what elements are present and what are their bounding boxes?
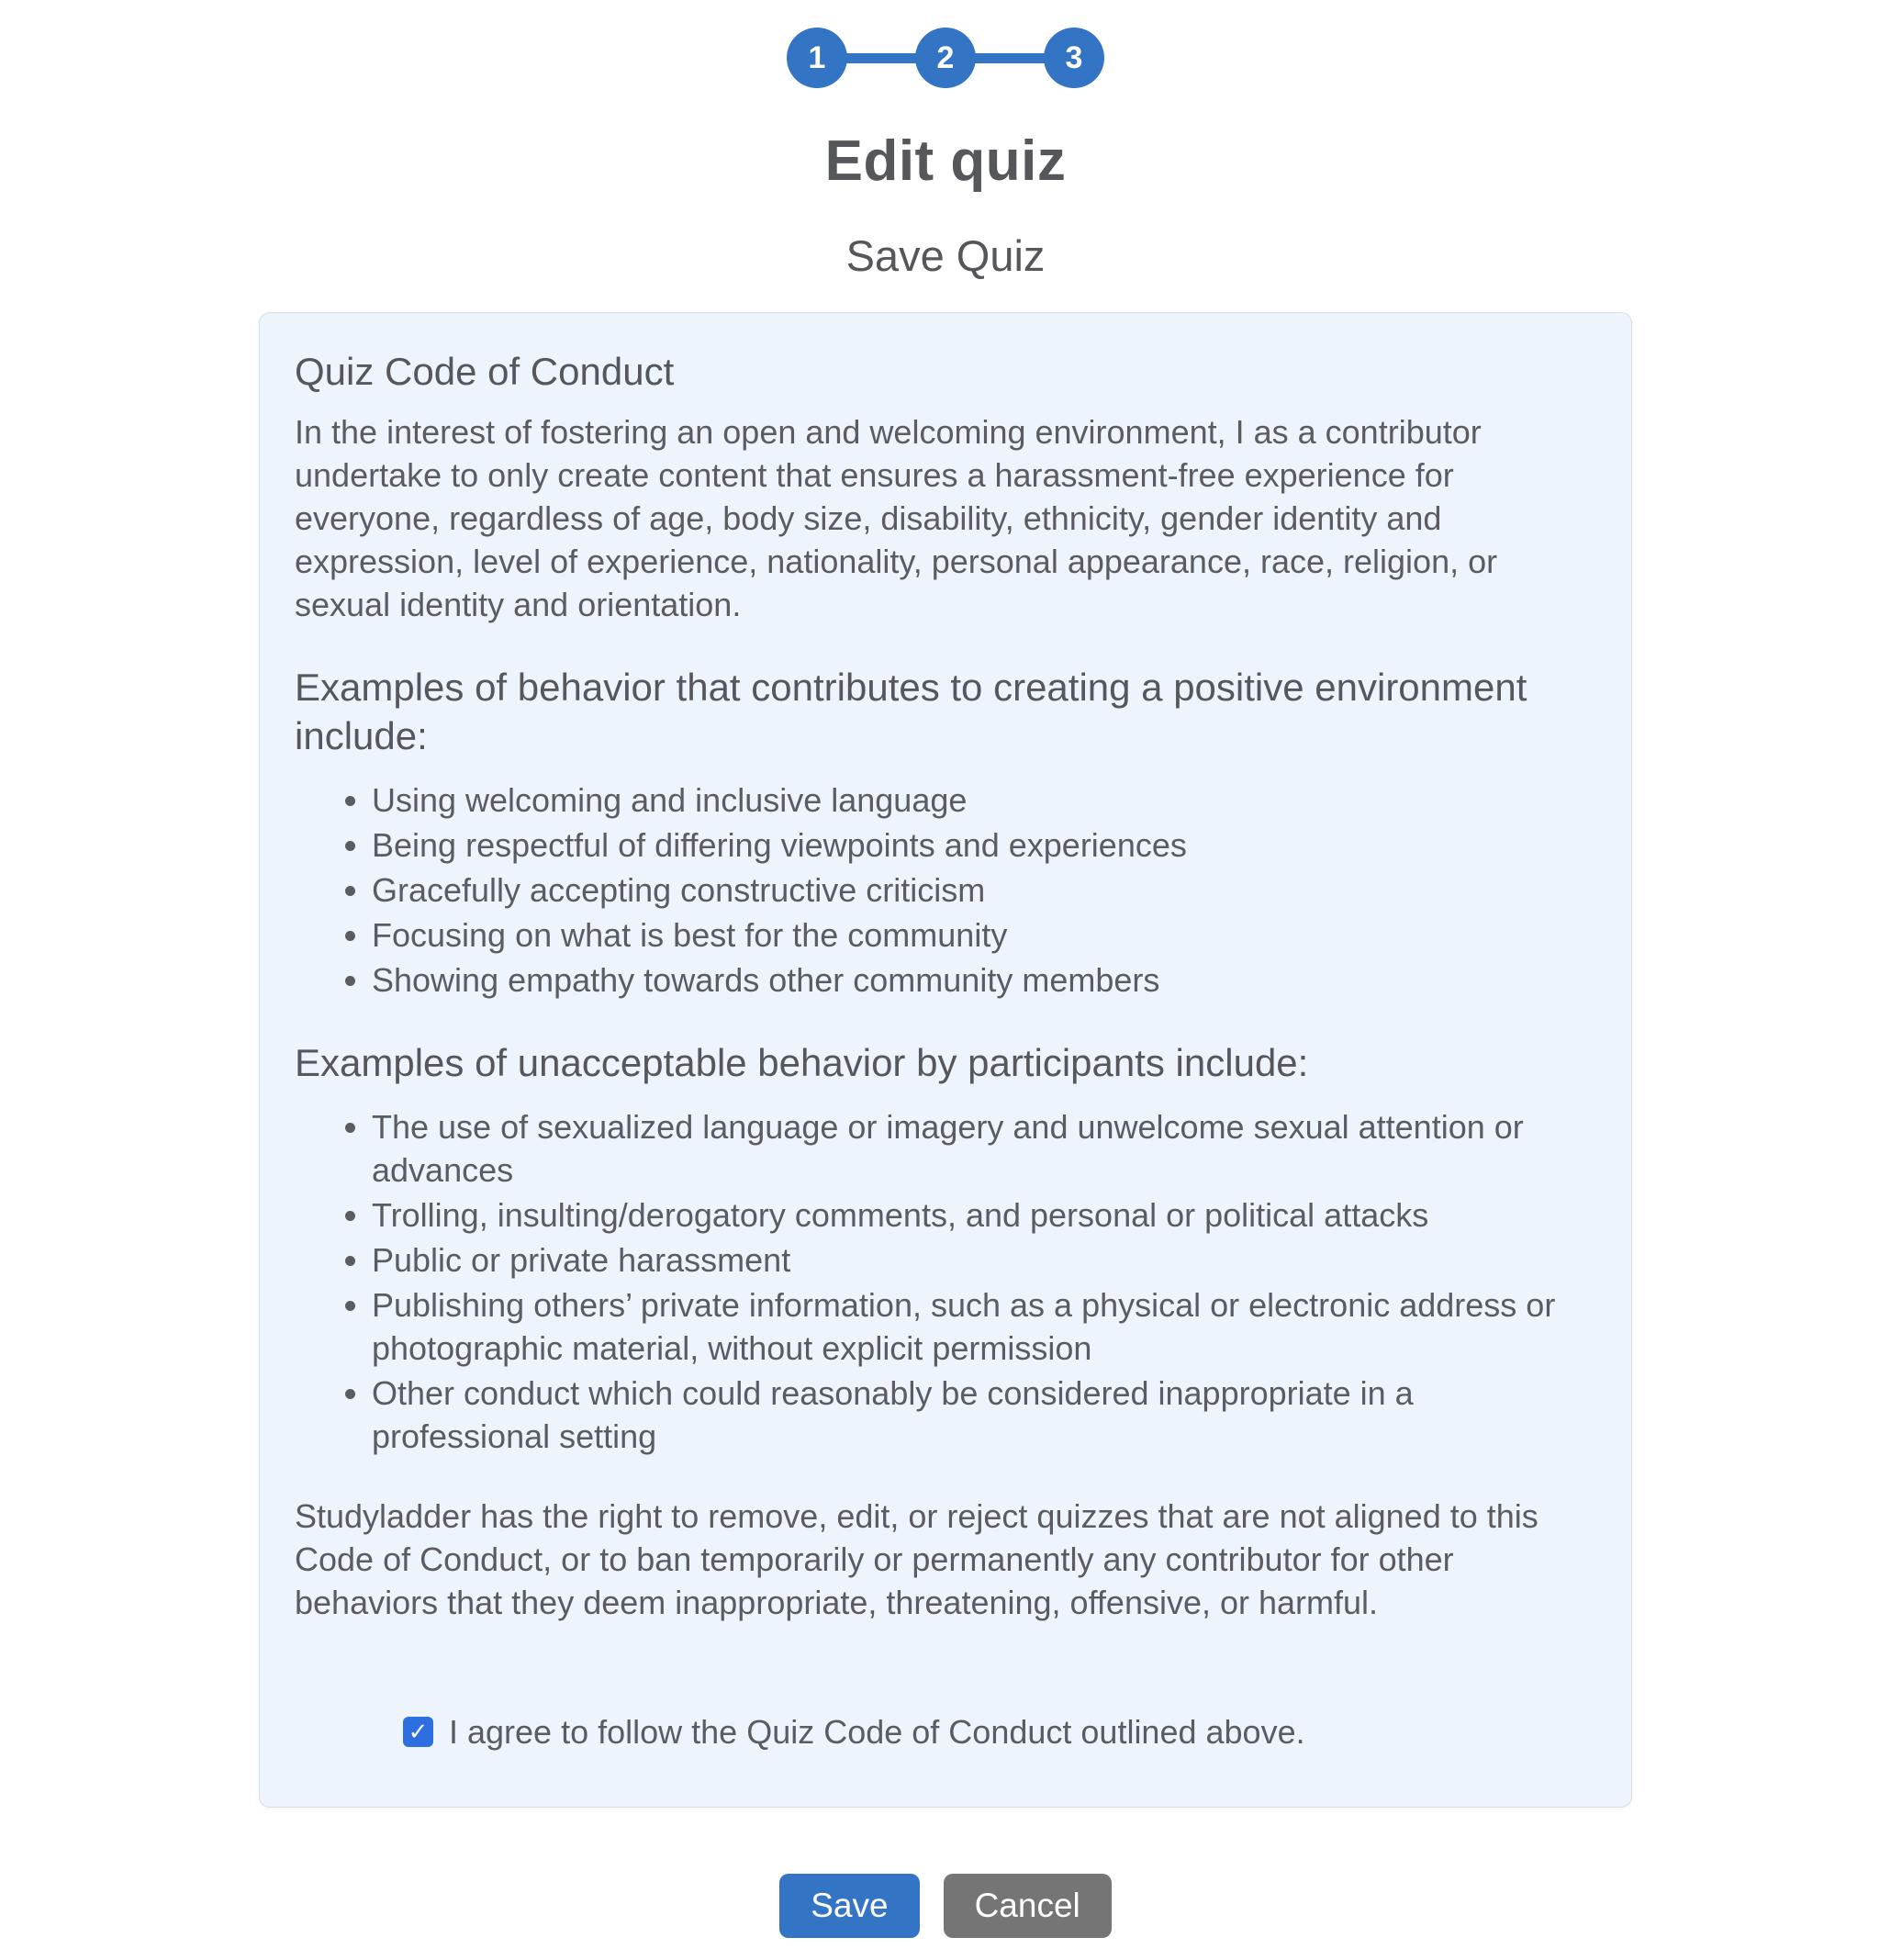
unacceptable-behavior-heading: Examples of unacceptable behavior by participants include: [295, 1041, 1309, 1084]
list-item: • Public or private harassment [372, 1238, 1594, 1282]
agree-row[interactable] [403, 1710, 1594, 1753]
list-item: • Gracefully accepting constructive criticism [372, 868, 1594, 912]
cancel-button[interactable]: Cancel [944, 1874, 1112, 1938]
stepper-connector-1 [845, 53, 917, 63]
list-item: • Being respectful of differing viewpoints and experiences [372, 823, 1594, 867]
unacceptable-behavior-list [295, 1105, 1594, 1458]
list-item: • Publishing others’ private information, such as a physical or electronic address or photographic material, without explicit permission [372, 1283, 1594, 1370]
wizard-stepper [0, 28, 1891, 88]
page-subtitle: Save Quiz [845, 231, 1046, 280]
positive-behavior-heading: Examples of behavior that contributes to creating a positive environment include: [295, 666, 1527, 757]
conduct-closing-paragraph: Studyladder has the right to remove, edit, or reject quizzes that are not aligned to this Code of Conduct, or to ban temporarily or permanently any contributor for other behaviors that they deem inappropriate, threatening, offensive, or harmful. [295, 1497, 1539, 1621]
save-button[interactable]: Save [779, 1874, 919, 1938]
stepper-step-2[interactable]: 2 [915, 28, 976, 88]
list-item: • The use of sexualized language or imagery and unwelcome sexual attention or advances [372, 1105, 1594, 1192]
positive-behavior-list [295, 778, 1594, 1002]
panel-heading: Quiz Code of Conduct [295, 350, 675, 393]
form-actions [0, 1874, 1891, 1960]
list-item: • Using welcoming and inclusive language [372, 778, 1594, 822]
list-item: • Trolling, insulting/derogatory comments, and personal or political attacks [372, 1193, 1594, 1237]
conduct-intro-paragraph: In the interest of fostering an open and welcoming environment, I as a contributor undertake to only create content that ensures a harassment-free experience for everyone, regardless of age, body size, disability, ethnicity, gender identity and expression, level of experience, nationality, personal appearance, race, religion, or sexual identity and orientation. [295, 413, 1498, 623]
agree-checkbox[interactable]: ✓ [403, 1717, 433, 1747]
stepper-connector-2 [974, 53, 1046, 63]
list-item: • Focusing on what is best for the community [372, 913, 1594, 957]
page-title: Edit quiz [824, 129, 1067, 193]
stepper-step-1[interactable]: 1 [787, 28, 847, 88]
code-of-conduct-panel [259, 312, 1632, 1808]
stepper-step-3[interactable]: 3 [1044, 28, 1104, 88]
list-item: • Other conduct which could reasonably be considered inappropriate in a professional setting [372, 1372, 1594, 1458]
list-item: • Showing empathy towards other community members [372, 958, 1594, 1002]
agree-checkbox-label[interactable]: I agree to follow the Quiz Code of Conduct outlined above. [449, 1713, 1305, 1751]
